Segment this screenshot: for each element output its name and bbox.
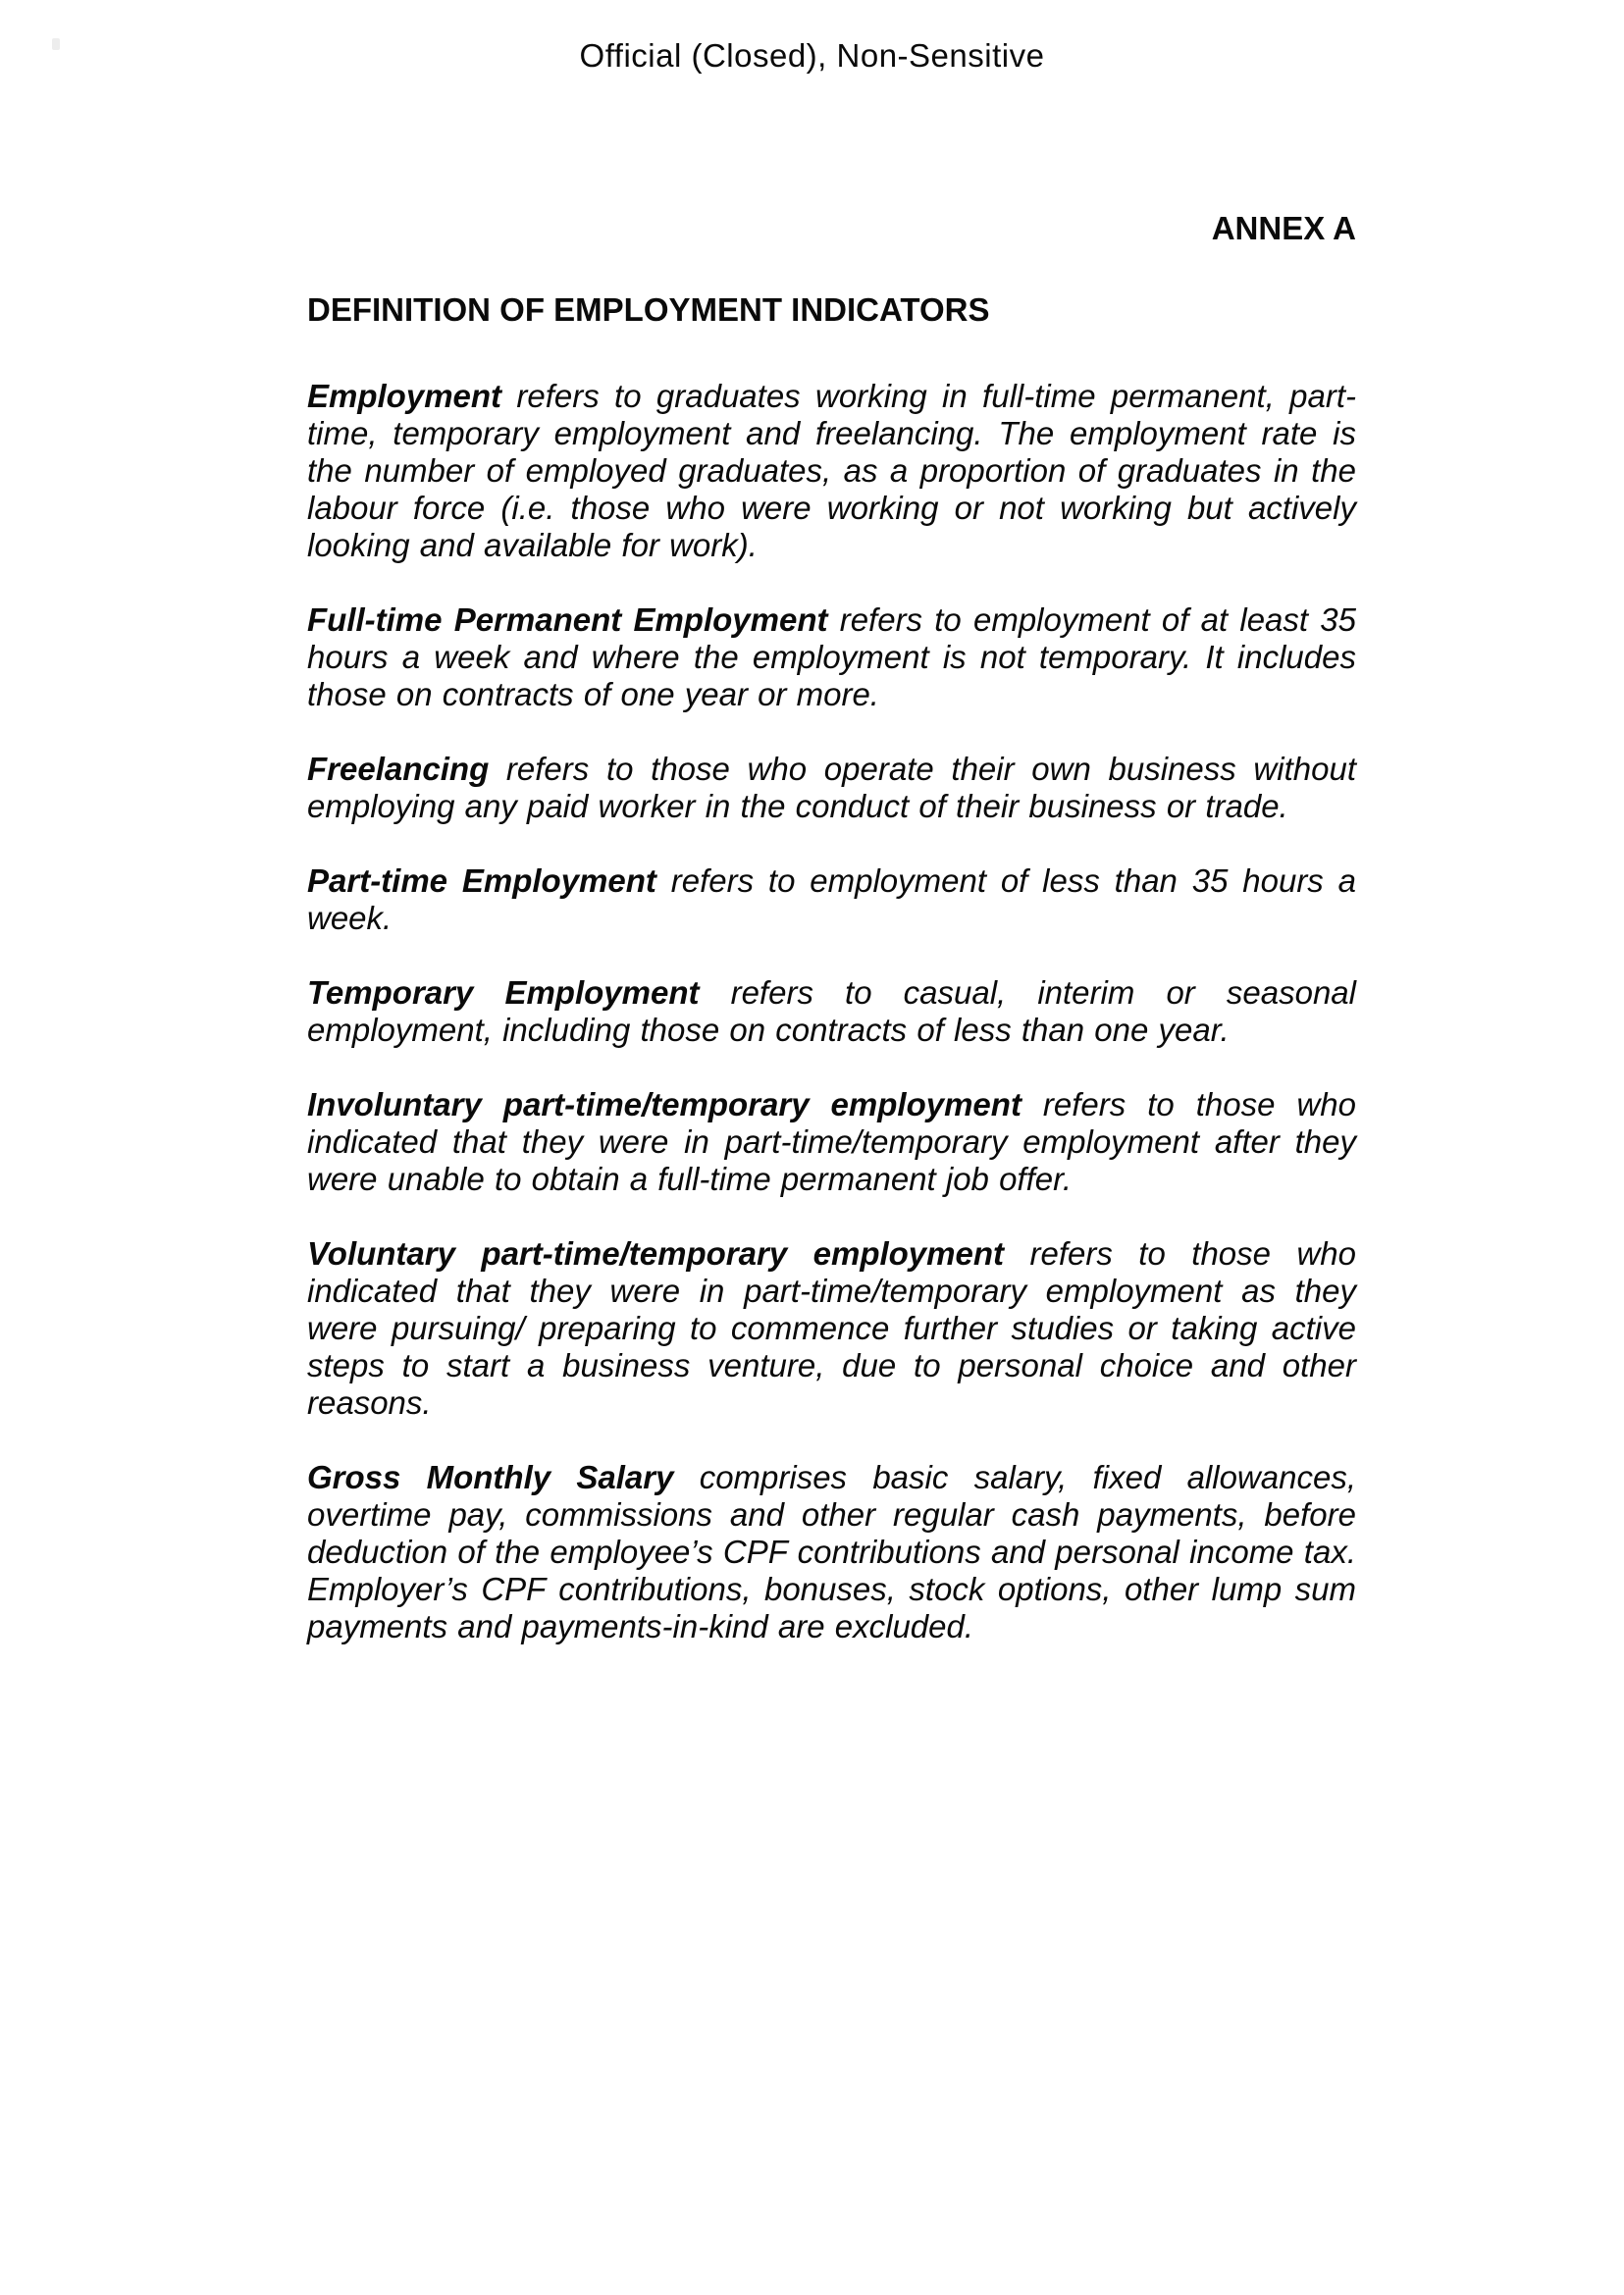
definition-paragraph-involuntary-part-time-temporary bbox=[307, 1086, 1356, 1198]
definition-paragraph-part-time-employment bbox=[307, 862, 1356, 937]
document-title: DEFINITION OF EMPLOYMENT INDICATORS bbox=[307, 291, 990, 328]
scan-artifact bbox=[52, 38, 60, 50]
definition-term: Voluntary part-time/temporary employment bbox=[307, 1235, 1005, 1272]
definition-text: refers to employment of less than 35 hours a week. bbox=[307, 862, 1356, 936]
definition-term: Involuntary part-time/temporary employment bbox=[307, 1086, 1022, 1122]
definition-term: Temporary Employment bbox=[307, 974, 700, 1011]
definition-text: refers to employment of at least 35 hours a week and where the employment is not temporary. It includes those on contracts of one year or more. bbox=[307, 601, 1356, 712]
definition-text: refers to casual, interim or seasonal employment, including those on contracts of less than one year. bbox=[307, 974, 1356, 1048]
definition-term: Employment bbox=[307, 378, 502, 414]
definition-text: refers to those who indicated that they were in part-time/temporary employment after they were unable to obtain a full-time permanent job offer. bbox=[307, 1086, 1356, 1197]
definition-text: refers to those who indicated that they were in part-time/temporary employment as they were pursuing/ preparing to commence further studies or taking active steps to start a business venture, due to personal choice and other reasons. bbox=[307, 1235, 1356, 1421]
definition-text: refers to those who operate their own business without employing any paid worker in the conduct of their business or trade. bbox=[307, 751, 1356, 824]
definition-text: comprises basic salary, fixed allowances, overtime pay, commissions and other regular cash payments, before deduction of the employee’s CPF contributions and personal income tax. Employer’s CPF contributions, bonuses, stock options, other lump sum payments and payments-in-kind are excluded. bbox=[307, 1459, 1356, 1644]
definition-paragraph-full-time-permanent-employment bbox=[307, 601, 1356, 713]
definition-paragraph-employment bbox=[307, 378, 1356, 564]
definition-term: Part-time Employment bbox=[307, 862, 656, 899]
definition-term: Freelancing bbox=[307, 751, 490, 787]
definition-text: refers to graduates working in full-time permanent, part-time, temporary employment and freelancing. The employment rate is the number of employed graduates, as a proportion of graduates in the labour force (i.e. those who were working or not working but actively looking and available for work). bbox=[307, 378, 1356, 563]
definition-paragraph-gross-monthly-salary bbox=[307, 1459, 1356, 1645]
definition-paragraph-temporary-employment bbox=[307, 974, 1356, 1049]
annex-label: ANNEX A bbox=[1211, 210, 1356, 246]
definition-paragraph-voluntary-part-time-temporary bbox=[307, 1235, 1356, 1422]
definition-paragraph-freelancing bbox=[307, 751, 1356, 825]
document-body bbox=[307, 210, 1356, 1645]
classification-header: Official (Closed), Non-Sensitive bbox=[579, 37, 1045, 74]
definition-term: Full-time Permanent Employment bbox=[307, 601, 828, 638]
definition-term: Gross Monthly Salary bbox=[307, 1459, 674, 1495]
